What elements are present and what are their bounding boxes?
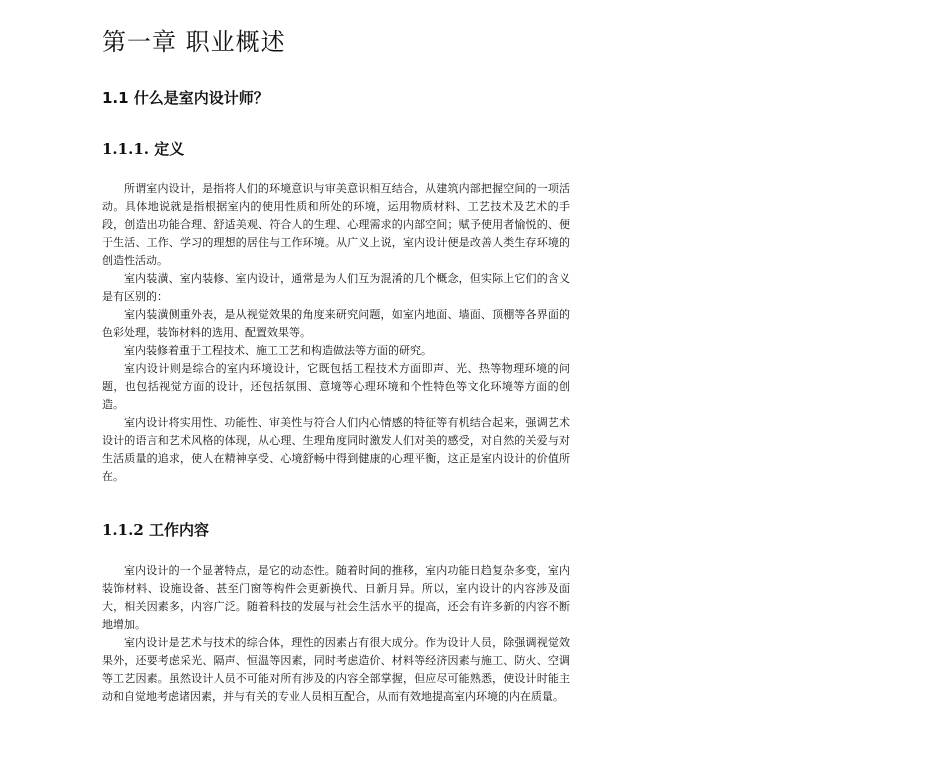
chapter-title: 第一章 职业概述 <box>102 28 286 56</box>
subsection-heading-definition: 1.1.1. 定义 <box>102 140 185 158</box>
section-heading: 1.1 什么是室内设计师？ <box>102 89 269 107</box>
paragraph: 室内装潢侧重外表，是从视觉效果的角度来研究问题，如室内地面、墙面、顶棚等各界面的色彩处理，装饰材料的选用、配置效果等。 <box>102 308 570 339</box>
subsection-heading-work-content: 1.1.2 工作内容 <box>102 521 209 539</box>
definition-body <box>102 180 570 486</box>
paragraph: 室内装潢、室内装修、室内设计，通常是为人们互为混淆的几个概念，但实际上它们的含义是有区别的： <box>102 272 570 303</box>
paragraph: 所谓室内设计，是指将人们的环境意识与审美意识相互结合，从建筑内部把握空间的一项活动。具体地说就是指根据室内的使用性质和所处的环境，运用物质材料、工艺技术及艺术的手段，创造出功能合理、舒适美观、符合人的生理、心理需求的内部空间；赋予使用者愉悦的、便于生活、工作、学习的理想的居住与工作环境。从广义上说，室内设计便是改善人类生存环境的创造性活动。 <box>102 182 570 267</box>
paragraph: 室内设计则是综合的室内环境设计，它既包括工程技术方面即声、光、热等物理环境的问题，也包括视觉方面的设计，还包括氛围、意境等心理环境和个性特色等文化环境等方面的创造。 <box>102 362 570 411</box>
paragraph: 室内设计将实用性、功能性、审美性与符合人们内心情感的特征等有机结合起来，强调艺术设计的语言和艺术风格的体现，从心理、生理角度同时激发人们对美的感受，对自然的关爱与对生活质量的追求，使人在精神享受、心境舒畅中得到健康的心理平衡，这正是室内设计的价值所在。 <box>102 416 570 483</box>
paragraph: 室内设计是艺术与技术的综合体，理性的因素占有很大成分。作为设计人员，除强调视觉效果外，还要考虑采光、隔声、恒温等因素，同时考虑造价、材料等经济因素与施工、防火、空调等工艺因素。虽然设计人员不可能对所有涉及的内容全部掌握，但应尽可能熟悉，使设计时能主动和自觉地考虑诸因素，并与有关的专业人员相互配合，从而有效地提高室内环境的内在质量。 <box>102 636 570 703</box>
work-content-body <box>102 562 570 706</box>
paragraph: 室内设计的一个显著特点，是它的动态性。随着时间的推移，室内功能日趋复杂多变，室内装饰材料、设施设备、甚至门窗等构件会更新换代、日新月异。所以，室内设计的内容涉及面大，相关因素多，内容广泛。随着科技的发展与社会生活水平的提高，还会有许多新的内容不断地增加。 <box>102 564 570 631</box>
paragraph: 室内装修着重于工程技术、施工工艺和构造做法等方面的研究。 <box>124 344 432 357</box>
